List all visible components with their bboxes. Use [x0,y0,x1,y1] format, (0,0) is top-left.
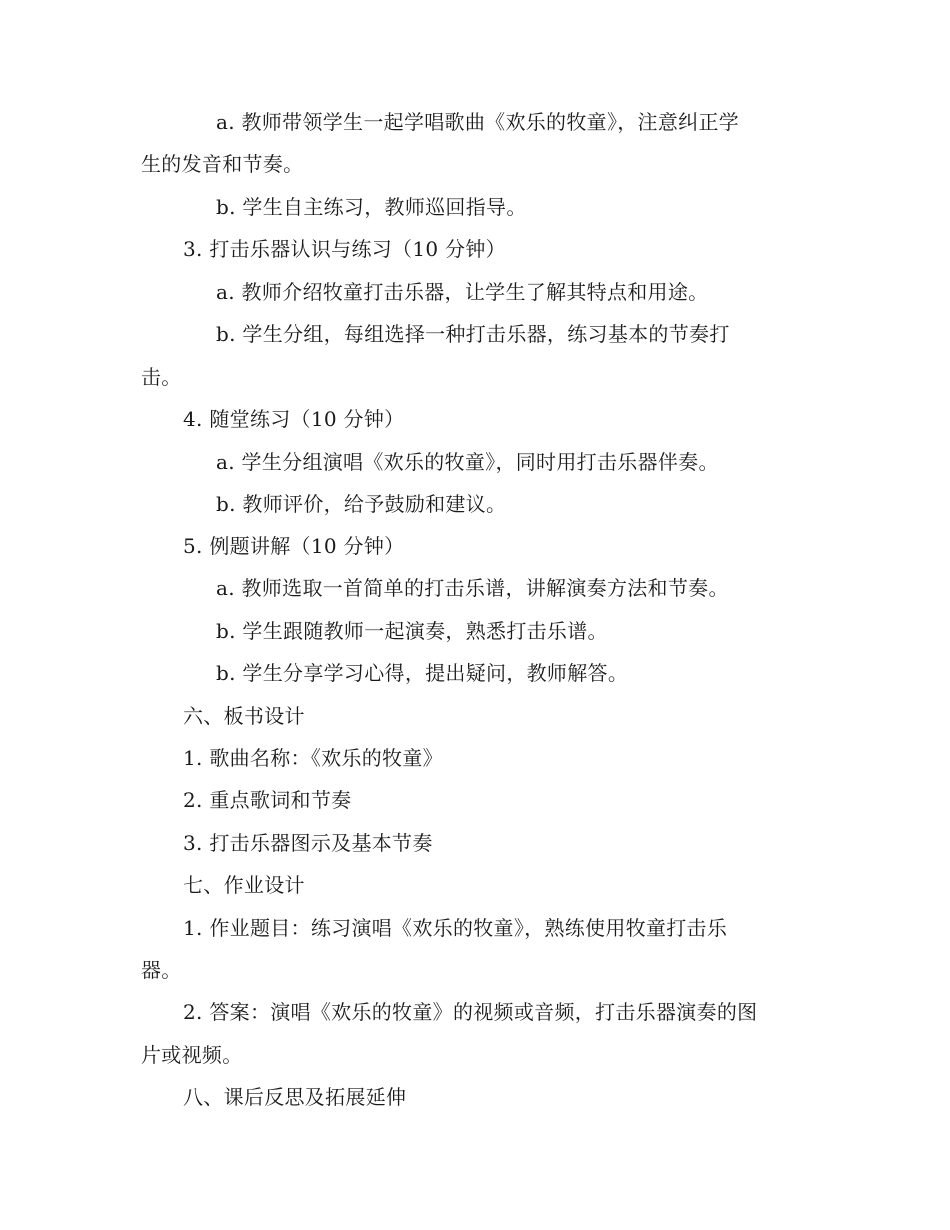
text-line: 击。 [141,365,182,389]
section-heading: 3. 打击乐器认识与练习（10 分钟） [183,237,506,261]
text-line: b. 学生分组，每组选择一种打击乐器，练习基本的节奏打 [216,322,730,346]
text-line: 1. 作业题目：练习演唱《欢乐的牧童》，熟练使用牧童打击乐 [183,916,728,940]
section-heading: 4. 随堂练习（10 分钟） [183,407,405,431]
text-line: 片或视频。 [141,1043,243,1067]
chapter-heading: 八、课后反思及拓展延伸 [183,1085,407,1109]
text-line: b. 学生自主练习，教师巡回指导。 [216,195,527,219]
text-line: 生的发音和节奏。 [141,152,304,176]
text-line: a. 教师选取一首简单的打击乐谱，讲解演奏方法和节奏。 [216,576,729,600]
text-line: a. 学生分组演唱《欢乐的牧童》，同时用打击乐器伴奏。 [216,450,719,474]
text-line: a. 教师带领学生一起学唱歌曲《欢乐的牧童》，注意纠正学 [216,110,740,134]
section-heading: 5. 例题讲解（10 分钟） [183,534,405,558]
text-line: 2. 答案：演唱《欢乐的牧童》的视频或音频，打击乐器演奏的图 [183,1000,758,1024]
text-line: a. 教师介绍牧童打击乐器，让学生了解其特点和用途。 [216,280,709,304]
text-line: 2. 重点歌词和节奏 [183,788,352,812]
chapter-heading: 六、板书设计 [183,704,305,728]
text-line: b. 学生分享学习心得，提出疑问，教师解答。 [216,661,629,685]
text-line: b. 学生跟随教师一起演奏，熟悉打击乐谱。 [216,619,608,643]
text-line: 3. 打击乐器图示及基本节奏 [183,831,433,855]
text-line: 1. 歌曲名称：《欢乐的牧童》 [183,746,443,770]
chapter-heading: 七、作业设计 [183,873,305,897]
text-line: 器。 [141,958,182,982]
text-line: b. 教师评价，给予鼓励和建议。 [216,492,507,516]
